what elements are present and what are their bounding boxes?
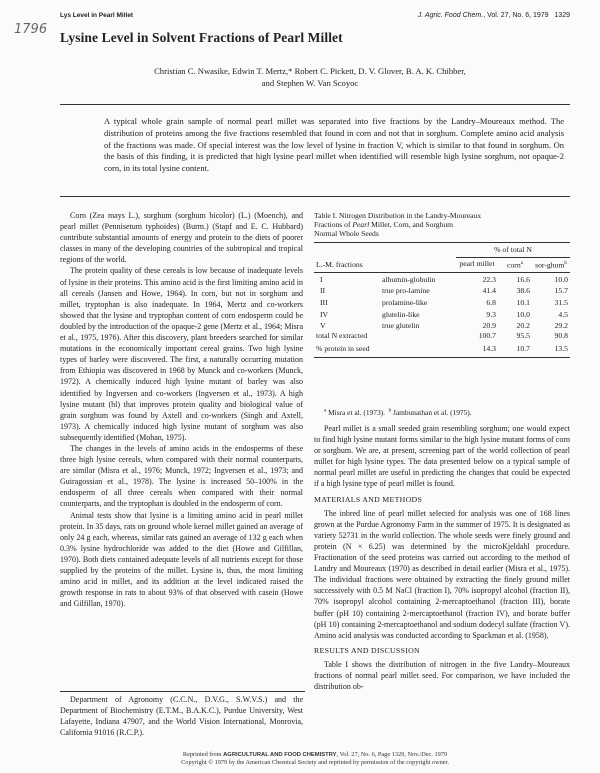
cell-sorghum: 10.0 xyxy=(554,274,568,284)
cell-name: glutelin-like xyxy=(382,309,420,319)
body-left-column xyxy=(60,210,303,609)
authors-line-2: and Stephen W. Van Scoyoc xyxy=(261,78,359,88)
affiliation xyxy=(60,694,303,738)
paragraph: Table I shows the distribution of nitrogen in the five Landry–Moureaux fractions of normal pearl millet seed. For comparison, we have included the distribution ob- xyxy=(314,659,570,692)
col-header-sorghum xyxy=(532,257,570,272)
reprint-line xyxy=(60,751,570,759)
cell-sorghum: 15.7 xyxy=(554,286,568,296)
caption-italic: Pearl xyxy=(352,220,370,230)
footnote-mark: a xyxy=(324,408,327,414)
sorghum-label: sor-ghum xyxy=(535,260,565,270)
cell-sorghum: 4.5 xyxy=(558,309,568,319)
paragraph: Animal tests show that lysine is a limiting amino acid in pearl millet protein. In 35 days, rats on ground whole kernel millet gained an average of only 24 g each, whereas, similar rats gained an average of 132 g each when 0.3% lysine hydrochloride was added to the diet (Howe and Gilfillan, 1970). Both diets contained adequate levels of all nutrients except for those supplied by the proteins of the millet. Lysine is, thus, the most limiting amino acid in millet, and its addition at the level indicated raised the growth response in rats to about 93% of that observed with casein (Howe and Gilfillan, 1970). xyxy=(60,510,303,609)
cell-fraction: II xyxy=(320,286,326,296)
col-header-corn xyxy=(498,257,532,272)
caption-line-2 xyxy=(314,220,570,229)
cell-corn: 10.1 xyxy=(516,297,530,307)
caption-text: Millet, Corn, and Sorghum xyxy=(369,220,454,230)
cell-millet: 14.3 xyxy=(456,340,498,357)
cell-sorghum: 13.5 xyxy=(532,340,570,357)
journal-issue: , Vol. 27, No. 6, 1979 xyxy=(483,12,549,19)
col-header-fraction: L.-M. fractions xyxy=(314,257,456,272)
reprint-notice xyxy=(60,751,570,767)
article-title: Lysine Level in Solvent Fractions of Pearl Millet xyxy=(60,30,343,45)
cell-fraction: IV xyxy=(320,309,329,319)
cell-fraction: III xyxy=(320,297,328,307)
journal-name: J. Agric. Food Chem. xyxy=(417,12,484,19)
table-row xyxy=(314,309,570,321)
paragraph: Corn (Zea mays L.), sorghum (sorghum bicolor) (L.) (Moench), and pearl millet (Pennisetum typhoides) (Burm.) (Stapf and E. C. Hubbard) contribute substantial amounts of energy and protein to the diets of poorer classes in many of the developing countries of the subtropical and tropical regions of the world. xyxy=(60,211,303,265)
cell-millet: 22.3 xyxy=(482,274,496,284)
handwritten-page-number: 1796 xyxy=(14,22,48,37)
caption-line-3: Normal Whole Seeds xyxy=(314,229,379,239)
footnote-rule xyxy=(60,691,305,692)
cell-corn: 10.0 xyxy=(516,309,530,319)
cell-sorghum: 90.8 xyxy=(554,330,568,340)
total-label: total N extracted xyxy=(316,330,368,340)
cell-fraction: I xyxy=(320,274,323,284)
table-row xyxy=(314,272,570,285)
authors-line-1: Christian C. Nwasike, Edwin T. Mertz,* Robert C. Pickett, D. V. Glover, B. A. K. Chibber, xyxy=(154,66,466,76)
cell-millet: 6.8 xyxy=(486,297,496,307)
footnote-a: Misra et al. (1973). xyxy=(328,408,385,417)
footnote-mark: b xyxy=(564,260,567,266)
reprint-journal: AGRICULTURAL AND FOOD CHEMISTRY xyxy=(223,752,337,758)
table-row-total xyxy=(314,332,570,341)
caption-line-1: Table I. Nitrogen Distribution in the Landry-Moureaux xyxy=(314,211,482,220)
paragraph: The inbred line of pearl millet selected for analysis was one of 168 lines grown at the Purdue Agronomy Farm in the summer of 1975. It is designated as variety 52731 in the world collection. The whole seeds were finely ground and protein (N × 6.25) was determined by the microKjeldahl procedure. Fractionation of the seed proteins was carried out according to the method of Landry and Moureaux (1970) as described in detail earlier (Misra et al., 1975). The individual fractions were obtained by extracting the finely ground millet successively with 0.5 M NaCl (fraction I), 70% isopropyl alcohol (fraction II), 70% isopropyl alcohol containing 2-mercaptoethanol (fraction III), borate buffer (pH 10) containing 2-mercaptoethanol (fraction IV), and borate buffer (pH 10) containing 2-mercaptoethanol and sodium dodecyl sulfate (fraction V). Amino acid analysis was conducted according to Spackman et al. (1958). xyxy=(314,508,570,640)
table-caption xyxy=(314,211,570,239)
cell-millet: 41.4 xyxy=(482,286,496,296)
paragraph: Pearl millet is a small seeded grain resembling sorghum; one would expect to find high lysine mutant forms similar to the high lysine mutant forms of corn or sorghum. We are, at present, screening part of the world collection of pearl millet for high lysine types. The data presented below on a typical sample of normal pearl millet are useful in predicting the changes that could be expected if a high lysine type of pearl millet is found. xyxy=(314,424,570,489)
page-number: 1329 xyxy=(554,12,570,19)
cell-corn: 38.6 xyxy=(516,286,530,296)
authors xyxy=(100,65,520,89)
footnote-b: Jambunathan et al. (1975). xyxy=(393,408,472,417)
abstract: A typical whole grain sample of normal pearl millet was separated into five fractions by the Landry–Moureaux method. The distribution of proteins among the five fractions resembled that found in corn and not that in sorghum. Complete amino acid analysis of the fractions was made. Of special interest was the low level of lysine in fraction V, which is similar to that found in sorghum. On the basis of this finding, it is predicted that high lysine pearl millet when identified will resemble high lysine sorghum, not opaque-2 corn, in its total lysine content. xyxy=(104,116,564,174)
cell-name: albumin-globulin xyxy=(382,274,436,284)
cell-millet: 9.3 xyxy=(486,309,496,319)
cell-corn: 20.2 xyxy=(516,321,530,331)
section-heading-results: RESULTS AND DISCUSSION xyxy=(314,645,420,655)
running-head-left: Lys Level in Pearl Millet xyxy=(60,12,134,19)
nitrogen-distribution-table xyxy=(314,242,570,358)
cell-sorghum: 31.5 xyxy=(554,297,568,307)
table-row xyxy=(314,320,570,332)
body-right-column xyxy=(314,423,570,692)
table-row xyxy=(314,297,570,309)
cell-millet: 100.7 xyxy=(478,330,496,340)
footnote-mark: a xyxy=(520,260,523,266)
reprint-text: , Vol. 27, No. 6, Page 1329, Nov./Dec. 1979 xyxy=(336,751,448,758)
cell-fraction: V xyxy=(320,321,326,331)
cell-corn: 95.5 xyxy=(516,330,530,340)
header-rule xyxy=(60,104,570,105)
footnote-mark: b xyxy=(388,408,392,414)
table-row xyxy=(314,285,570,297)
paragraph: The changes in the levels of amino acids in the endosperms of these three high lysine cereals, when compared with their normal counterparts, are similar (Misra et al., 1976; Munck, 1972; Ingversen et al., 1973; and Guiragossian et al., 1978). The lysine is increased 50–100% in the endosperm of all three cereals when compared with their normal counterparts, and the tryptophan is doubled in the endosperm of corn. xyxy=(60,443,303,509)
reprint-text: Reprinted from xyxy=(182,751,224,758)
table-footnotes xyxy=(324,408,472,417)
running-head-right xyxy=(418,12,570,19)
protein-label: % protein in seed xyxy=(314,340,456,357)
cell-name: true pro-lamine xyxy=(382,286,430,296)
affiliation-text: Department of Agronomy (C.C.N., D.V.G., S.W.V.S.) and the Department of Biochemistry (E.T.M., B.A.K.C.), Purdue University, West Lafayette, Indiana 47907, and the World Vision International, Monrovia, California 91016 (R.C.P.). xyxy=(60,695,303,737)
table-row-protein xyxy=(314,340,570,357)
group-header: % of total N xyxy=(456,243,570,258)
cell-name: prolamine-like xyxy=(382,297,428,307)
cell-corn: 10.7 xyxy=(498,340,532,357)
section-heading-methods: MATERIALS AND METHODS xyxy=(314,494,423,504)
corn-label: corn xyxy=(507,260,521,270)
copyright-line: Copyright © 1979 by the American Chemical Society and reprinted by permission of the copyright owner. xyxy=(181,759,449,766)
abstract-rule xyxy=(60,196,570,197)
col-header-millet: pearl millet xyxy=(456,257,498,272)
caption-text: Fractions of xyxy=(314,220,353,230)
cell-corn: 16.6 xyxy=(516,274,530,284)
cell-sorghum: 29.2 xyxy=(554,321,568,331)
cell-name: true glutelin xyxy=(382,321,420,331)
cell-millet: 20.9 xyxy=(482,321,496,331)
paragraph: The protein quality of these cereals is low because of inadequate levels of lysine in their proteins. This amino acid is the first limiting amino acid in all cereals (Jansen and Howe, 1964). In corn, but not in sorghum and millet, tryptophan is also inadequate. In 1964, Mertz and co-workers showed that the lysine and tryptophan content of corn endosperm could be doubled by the introduction of the opaque-2 gene (Mertz et al., 1964; Misra et al., 1975, 1976). After this discovery, plant breeders searched for similar mutations in the economically important cereal grains. Two high lysine types of barley were discovered. The first, a naturally occurring mutation from Ethiopia was discovered in 1968 by Munck and co-workers (Munck, 1972). A chemically induced high lysine mutant of barley was also identified by Ingversen and co-workers (Ingversen et al., 1973). A high lysine mutant (hl) that improves protein quality and biological value of grain sorghum was found by Axtell and co-workers (Singh and Axtell, 1973). A chemically induced high lysine mutant of sorghum was also subsequently identified (Mohan, 1975). xyxy=(60,266,303,442)
